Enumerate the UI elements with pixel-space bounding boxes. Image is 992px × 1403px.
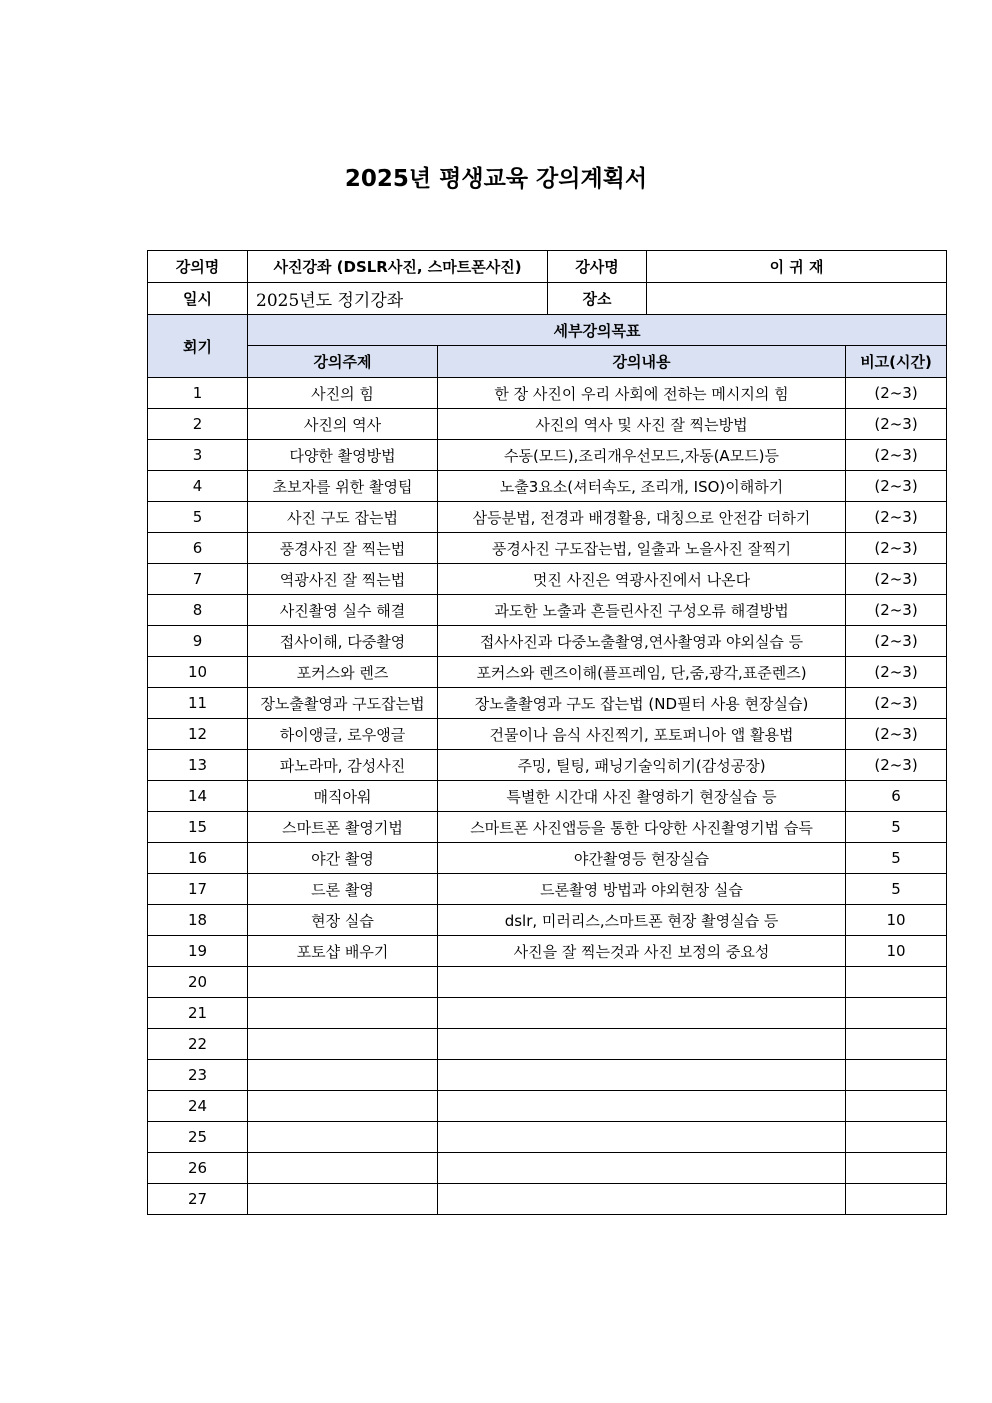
lecture-note: 6 <box>846 781 947 812</box>
table-row <box>148 967 947 998</box>
table-row <box>148 378 947 409</box>
table-row <box>148 998 947 1029</box>
lecture-name-label: 강의명 <box>148 251 248 283</box>
lecture-note <box>846 1091 947 1122</box>
note-header: 비고(시간) <box>846 346 947 378</box>
lecture-note: 5 <box>846 874 947 905</box>
session-number: 11 <box>148 688 248 719</box>
lecture-note: (2~3) <box>846 409 947 440</box>
lecture-content: 풍경사진 구도잡는법, 일출과 노을사진 잘찍기 <box>438 533 846 564</box>
lecture-topic: 역광사진 잘 찍는법 <box>248 564 438 595</box>
lecture-topic: 사진의 힘 <box>248 378 438 409</box>
session-number: 22 <box>148 1029 248 1060</box>
table-row <box>148 1184 947 1215</box>
lecture-topic: 풍경사진 잘 찍는법 <box>248 533 438 564</box>
lecture-topic: 접사이해, 다중촬영 <box>248 626 438 657</box>
table-row <box>148 657 947 688</box>
session-number: 12 <box>148 719 248 750</box>
session-number: 19 <box>148 936 248 967</box>
lecture-plan-table <box>147 250 947 1215</box>
table-row <box>148 564 947 595</box>
lecture-note: (2~3) <box>846 471 947 502</box>
lecture-note: (2~3) <box>846 378 947 409</box>
lecture-note: (2~3) <box>846 657 947 688</box>
place-value <box>647 283 947 315</box>
lecture-topic: 야간 촬영 <box>248 843 438 874</box>
table-row <box>148 936 947 967</box>
lecture-content <box>438 1122 846 1153</box>
table-row <box>148 719 947 750</box>
lecture-topic <box>248 967 438 998</box>
lecture-content: 한 장 사진이 우리 사회에 전하는 메시지의 힘 <box>438 378 846 409</box>
lecture-info-row <box>148 251 947 283</box>
session-number: 5 <box>148 502 248 533</box>
session-number: 2 <box>148 409 248 440</box>
session-number: 10 <box>148 657 248 688</box>
lecture-name-value: 사진강좌 (DSLR사진, 스마트폰사진) <box>248 251 548 283</box>
lecture-content: 과도한 노출과 흔들린사진 구성오류 해결방법 <box>438 595 846 626</box>
lecture-content: 노출3요소(셔터속도, 조리개, ISO)이해하기 <box>438 471 846 502</box>
session-number: 17 <box>148 874 248 905</box>
lecture-note <box>846 1029 947 1060</box>
session-number: 25 <box>148 1122 248 1153</box>
lecture-content <box>438 1091 846 1122</box>
table-row <box>148 750 947 781</box>
session-number: 20 <box>148 967 248 998</box>
table-row <box>148 502 947 533</box>
topic-header: 강의주제 <box>248 346 438 378</box>
lecture-topic: 장노출촬영과 구도잡는법 <box>248 688 438 719</box>
lecture-note: (2~3) <box>846 750 947 781</box>
lecture-note: 5 <box>846 843 947 874</box>
table-row <box>148 595 947 626</box>
lecture-note <box>846 998 947 1029</box>
session-number: 8 <box>148 595 248 626</box>
session-number: 26 <box>148 1153 248 1184</box>
table-row <box>148 626 947 657</box>
lecture-topic <box>248 998 438 1029</box>
lecture-content: 야간촬영등 현장실습 <box>438 843 846 874</box>
lecture-content <box>438 1029 846 1060</box>
session-number: 6 <box>148 533 248 564</box>
lecture-topic: 드론 촬영 <box>248 874 438 905</box>
lecture-content: 스마트폰 사진앱등을 통한 다양한 사진촬영기법 습득 <box>438 812 846 843</box>
column-header-row <box>148 346 947 378</box>
table-row <box>148 1060 947 1091</box>
lecture-note: (2~3) <box>846 440 947 471</box>
lecture-topic: 초보자를 위한 촬영팁 <box>248 471 438 502</box>
session-number: 4 <box>148 471 248 502</box>
lecture-content: 접사사진과 다중노출촬영,연사촬영과 야외실습 등 <box>438 626 846 657</box>
lecture-topic <box>248 1184 438 1215</box>
session-number: 16 <box>148 843 248 874</box>
session-number: 15 <box>148 812 248 843</box>
date-info-row <box>148 283 947 315</box>
session-number: 3 <box>148 440 248 471</box>
table-row <box>148 688 947 719</box>
lecture-note <box>846 1153 947 1184</box>
session-number: 21 <box>148 998 248 1029</box>
lecture-content: 건물이나 음식 사진찍기, 포토퍼니아 앱 활용법 <box>438 719 846 750</box>
lecture-topic: 포커스와 렌즈 <box>248 657 438 688</box>
lecture-note <box>846 1060 947 1091</box>
table-row <box>148 1122 947 1153</box>
lecture-note: (2~3) <box>846 564 947 595</box>
lecture-topic: 매직아워 <box>248 781 438 812</box>
lecture-topic: 하이앵글, 로우앵글 <box>248 719 438 750</box>
table-row <box>148 905 947 936</box>
place-label: 장소 <box>548 283 647 315</box>
table-row <box>148 533 947 564</box>
lecture-topic <box>248 1153 438 1184</box>
lecture-content <box>438 1184 846 1215</box>
lecture-note: (2~3) <box>846 533 947 564</box>
lecture-content: 수동(모드),조리개우선모드,자동(A모드)등 <box>438 440 846 471</box>
lecture-topic: 사진촬영 실수 해결 <box>248 595 438 626</box>
content-header: 강의내용 <box>438 346 846 378</box>
table-row <box>148 781 947 812</box>
lecture-note: (2~3) <box>846 719 947 750</box>
lecture-topic: 사진의 역사 <box>248 409 438 440</box>
session-number: 23 <box>148 1060 248 1091</box>
lecture-note <box>846 1122 947 1153</box>
instructor-value: 이 귀 재 <box>647 251 947 283</box>
page-title: 2025년 평생교육 강의계획서 <box>344 166 648 192</box>
lecture-note <box>846 967 947 998</box>
goals-header: 세부강의목표 <box>248 315 947 346</box>
lecture-topic: 다양한 촬영방법 <box>248 440 438 471</box>
table-row <box>148 440 947 471</box>
lecture-content: 사진의 역사 및 사진 잘 찍는방법 <box>438 409 846 440</box>
session-number: 1 <box>148 378 248 409</box>
lecture-topic: 파노라마, 감성사진 <box>248 750 438 781</box>
session-number: 9 <box>148 626 248 657</box>
lecture-topic: 사진 구도 잡는법 <box>248 502 438 533</box>
lecture-topic <box>248 1122 438 1153</box>
table-row <box>148 1029 947 1060</box>
session-number: 14 <box>148 781 248 812</box>
table-row <box>148 1153 947 1184</box>
lecture-content: 주밍, 틸팅, 패닝기술익히기(감성공장) <box>438 750 846 781</box>
lecture-note: (2~3) <box>846 626 947 657</box>
lecture-content: 드론촬영 방법과 야외현장 실습 <box>438 874 846 905</box>
goals-header-row <box>148 315 947 346</box>
lecture-topic <box>248 1091 438 1122</box>
instructor-label: 강사명 <box>548 251 647 283</box>
table-row <box>148 843 947 874</box>
lecture-content: 삼등분법, 전경과 배경활용, 대칭으로 안전감 더하기 <box>438 502 846 533</box>
lecture-note: (2~3) <box>846 595 947 626</box>
date-value: 2025년도 정기강좌 <box>248 283 548 315</box>
lecture-content: 장노출촬영과 구도 잡는법 (ND필터 사용 현장실습) <box>438 688 846 719</box>
lecture-note: (2~3) <box>846 502 947 533</box>
lecture-content: 특별한 시간대 사진 촬영하기 현장실습 등 <box>438 781 846 812</box>
lecture-content: 포커스와 렌즈이해(플프레임, 단,줌,광각,표준렌즈) <box>438 657 846 688</box>
lecture-content <box>438 1153 846 1184</box>
table-row <box>148 409 947 440</box>
table-row <box>148 1091 947 1122</box>
lecture-note <box>846 1184 947 1215</box>
table-row <box>148 874 947 905</box>
lecture-topic: 현장 실습 <box>248 905 438 936</box>
session-number: 18 <box>148 905 248 936</box>
lecture-content <box>438 1060 846 1091</box>
lecture-note: 5 <box>846 812 947 843</box>
lecture-note: 10 <box>846 936 947 967</box>
lecture-topic: 포토샵 배우기 <box>248 936 438 967</box>
date-label: 일시 <box>148 283 248 315</box>
lecture-topic <box>248 1060 438 1091</box>
session-header: 회기 <box>148 315 248 378</box>
table-row <box>148 812 947 843</box>
lecture-content: 사진을 잘 찍는것과 사진 보정의 중요성 <box>438 936 846 967</box>
session-number: 7 <box>148 564 248 595</box>
lecture-note: 10 <box>846 905 947 936</box>
lecture-note: (2~3) <box>846 688 947 719</box>
session-number: 13 <box>148 750 248 781</box>
lecture-content: 멋진 사진은 역광사진에서 나온다 <box>438 564 846 595</box>
table-row <box>148 471 947 502</box>
session-number: 27 <box>148 1184 248 1215</box>
session-number: 24 <box>148 1091 248 1122</box>
lecture-content: dslr, 미러리스,스마트폰 현장 촬영실습 등 <box>438 905 846 936</box>
lecture-topic: 스마트폰 촬영기법 <box>248 812 438 843</box>
lecture-topic <box>248 1029 438 1060</box>
lecture-content <box>438 967 846 998</box>
lecture-content <box>438 998 846 1029</box>
